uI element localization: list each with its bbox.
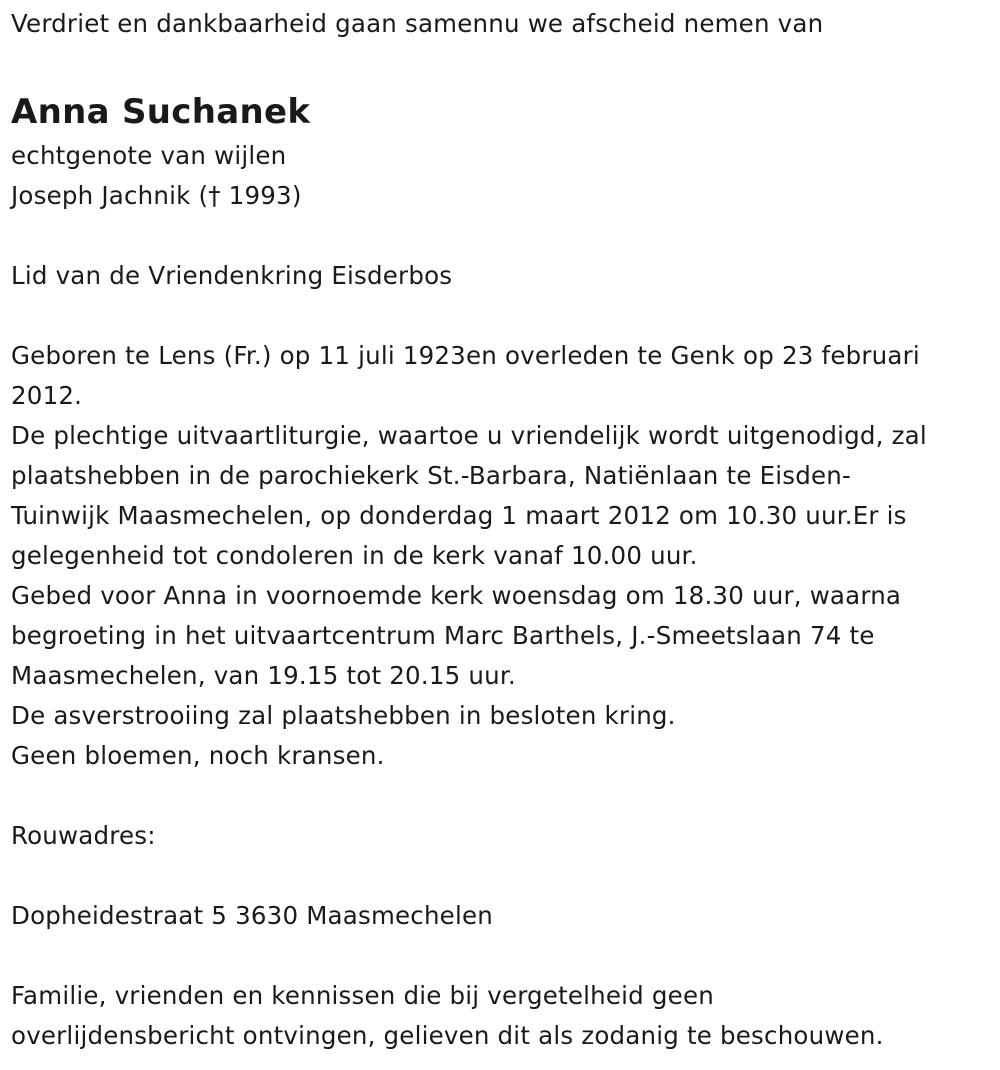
body-line: De asverstrooiing zal plaatshebben in besloten kring.: [11, 701, 676, 730]
body-line: Gebed voor Anna in voornoemde kerk woensdag om 18.30 uur, waarna: [11, 581, 902, 610]
body-line: 2012.: [11, 381, 83, 410]
body-line: De plechtige uitvaartliturgie, waartoe u vriendelijk wordt uitgenodigd, zal: [11, 421, 927, 450]
spacer: [11, 776, 996, 816]
body-line: Geen bloemen, noch kransen.: [11, 741, 385, 770]
body-line: Tuinwijk Maasmechelen, op donderdag 1 maart 2012 om 10.30 uur.Er is: [11, 501, 907, 530]
relation-line: echtgenote van wijlen: [11, 141, 287, 170]
spacer: [11, 936, 996, 976]
address-text: Dopheidestraat 5 3630 Maasmechelen: [11, 901, 493, 930]
obituary-notice: [11, 4, 996, 1056]
body-line: Geboren te Lens (Fr.) op 11 juli 1923en overleden te Genk op 23 februari: [11, 341, 920, 370]
body-line: gelegenheid tot condoleren in de kerk vanaf 10.00 uur.: [11, 541, 698, 570]
deceased-name: Anna Suchanek: [11, 92, 311, 132]
spacer: [11, 296, 996, 336]
relation-line: Joseph Jachnik († 1993): [11, 181, 302, 210]
body-line: begroeting in het uitvaartcentrum Marc Barthels, J.-Smeetslaan 74 te: [11, 621, 875, 650]
body-line: Maasmechelen, van 19.15 tot 20.15 uur.: [11, 661, 516, 690]
closing-line: Familie, vrienden en kennissen die bij vergetelheid geen: [11, 981, 714, 1010]
closing-line: overlijdensbericht ontvingen, gelieven dit als zodanig te beschouwen.: [11, 1021, 884, 1050]
address-label: Rouwadres:: [11, 821, 156, 850]
notice-body: [11, 336, 996, 776]
body-line: plaatshebben in de parochiekerk St.-Barbara, Natiënlaan te Eisden-: [11, 461, 852, 490]
spacer: [11, 216, 996, 256]
intro-text: Verdriet en dankbaarheid gaan samennu we afscheid nemen van: [11, 9, 824, 38]
membership-text: Lid van de Vriendenkring Eisderbos: [11, 261, 453, 290]
spacer: [11, 856, 996, 896]
